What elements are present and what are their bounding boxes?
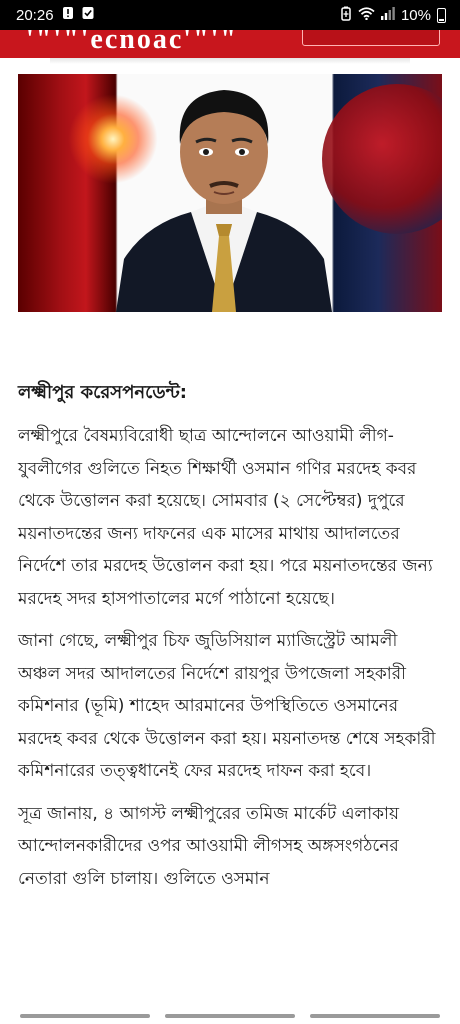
article-paragraph: সূত্র জানায়, ৪ আগস্ট লক্ষ্মীপুরের তমিজ মার্কেট এলাকায় আন্দোলনকারীদের ওপর আওয়ামী লীগসহ অঙ্গসংগঠনের নেতারা গুলি চালায়। গুলিতে ওসমান	[18, 803, 399, 889]
check-box-icon	[82, 6, 94, 24]
header-shadow	[50, 58, 410, 64]
site-logo[interactable]	[26, 30, 236, 58]
alert-icon	[62, 6, 74, 24]
signal-icon	[381, 7, 395, 24]
header-menu-button[interactable]	[302, 30, 440, 46]
globe-decoration	[322, 84, 442, 234]
status-left	[16, 6, 94, 24]
nav-handle-segment	[20, 1014, 150, 1018]
bottom-fade	[0, 994, 460, 1006]
battery-icon	[437, 8, 446, 23]
status-time: 20:26	[16, 6, 54, 24]
article-paragraph: লক্ষ্মীপুরে বৈষম্যবিরোধী ছাত্র আন্দোলনে আওয়ামী লীগ-যুবলীগের গুলিতে নিহত শিক্ষার্থী ওসমান গণির মরদেহ কবর থেকে উত্তোলন করা হয়েছে। সোমবার (২ সেপ্টেম্বর) দুপুরে ময়নাতদন্তের জন্য দাফনের এক মাসের মাথায় আদালতের নির্দেশে তার মরদেহ উত্তোলন করা হয়। পরে ময়নাতদন্তের জন্য মরদেহ সদর হাসপাতালের মর্গে পাঠানো হয়েছে।	[18, 426, 433, 609]
article-body	[18, 380, 442, 905]
nav-handle-segment	[310, 1014, 440, 1018]
status-bar	[0, 0, 460, 30]
reporter-portrait-image	[18, 74, 442, 312]
nav-handle-segment	[165, 1014, 295, 1018]
svg-text:'"'"'ecnoac'"'"': '"'"'ecnoac'"'"'	[26, 30, 236, 55]
system-navigation-bar	[0, 1006, 460, 1024]
article-byline: লক্ষ্মীপুর করেসপনডেন্ট:	[18, 382, 188, 403]
article-paragraph: জানা গেছে, লক্ষ্মীপুর চিফ জুডিসিয়াল ম্যাজিস্ট্রেট আমলী অঞ্চল সদর আদালতের নির্দেশে রায়পুর উপজেলা সহকারী কমিশনার (ভূমি) শাহেদ আরমানের উপস্থিতিতে ওসমানের মরদেহ কবর থেকে উত্তোলন করা হয়। ময়নাতদন্ত শেষে সহকারী কমিশনারের তত্ত্বধানেই ফের মরদেহ দাফন করা হবে।	[18, 631, 436, 781]
battery-percent: 10%	[400, 6, 431, 24]
battery-saver-icon	[340, 6, 352, 25]
status-right	[340, 6, 446, 25]
navigation-handle[interactable]	[20, 1014, 440, 1020]
person-figure	[116, 74, 332, 312]
site-header	[0, 30, 460, 58]
wifi-icon	[358, 7, 375, 24]
